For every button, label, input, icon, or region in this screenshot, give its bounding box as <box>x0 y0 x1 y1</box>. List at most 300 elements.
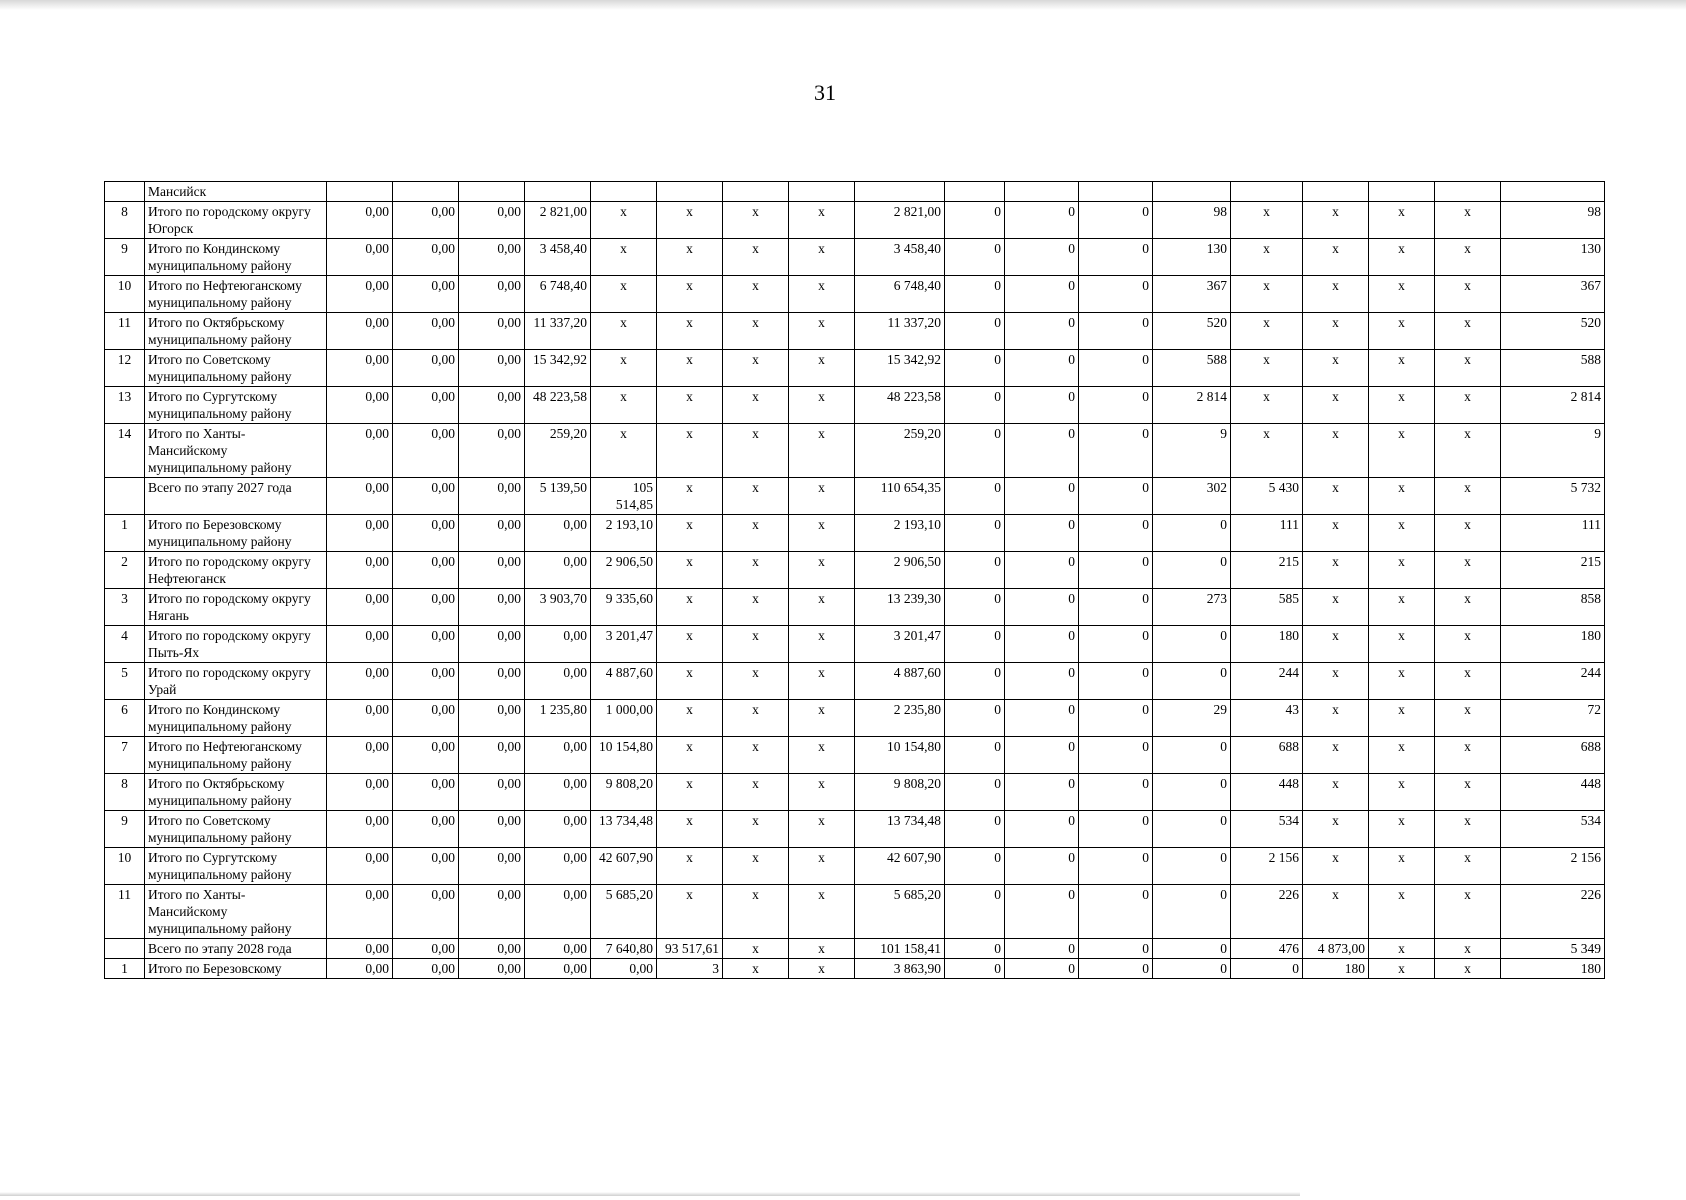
table-row <box>105 552 1605 589</box>
table-cell: x <box>1435 626 1501 663</box>
table-cell <box>855 182 945 202</box>
table-row <box>105 424 1605 478</box>
table-cell: x <box>723 276 789 313</box>
table-cell: x <box>723 959 789 979</box>
table-cell: 5 685,20 <box>591 885 657 939</box>
table-row <box>105 663 1605 700</box>
table-cell: x <box>789 700 855 737</box>
table-cell: x <box>1303 313 1369 350</box>
table-cell: 2 814 <box>1501 387 1605 424</box>
table-cell: 0,00 <box>327 276 393 313</box>
table-cell: 0,00 <box>393 350 459 387</box>
table-cell: 9 335,60 <box>591 589 657 626</box>
table-cell: 0 <box>1079 811 1153 848</box>
table-cell: 0,00 <box>327 387 393 424</box>
table-cell: x <box>1435 276 1501 313</box>
table-cell: 0,00 <box>459 552 525 589</box>
table-cell: 29 <box>1153 700 1231 737</box>
table-cell: x <box>657 515 723 552</box>
table-cell: 0 <box>945 552 1005 589</box>
table-cell: x <box>1435 387 1501 424</box>
table-cell: 0 <box>1005 589 1079 626</box>
table-cell: 0 <box>1153 552 1231 589</box>
table-cell: 259,20 <box>525 424 591 478</box>
table-cell: 273 <box>1153 589 1231 626</box>
table-cell <box>525 182 591 202</box>
table-cell: x <box>723 589 789 626</box>
table-cell: 0,00 <box>393 515 459 552</box>
table-cell: 11 337,20 <box>525 313 591 350</box>
table-cell: 0,00 <box>327 848 393 885</box>
table-cell: 4 873,00 <box>1303 939 1369 959</box>
table-cell: 688 <box>1501 737 1605 774</box>
table-cell: x <box>789 313 855 350</box>
row-name-cell: Итого по городскому округу Пыть-Ях <box>145 626 327 663</box>
table-cell: 0 <box>1153 959 1231 979</box>
table-cell: 0,00 <box>459 387 525 424</box>
table-cell: x <box>789 478 855 515</box>
table-cell: 3 201,47 <box>855 626 945 663</box>
table-cell: 0,00 <box>327 202 393 239</box>
row-number-cell: 13 <box>105 387 145 424</box>
scan-edge-top <box>0 0 1686 10</box>
table-cell: x <box>1435 478 1501 515</box>
table-cell: 0 <box>945 589 1005 626</box>
table-cell: 0 <box>1079 313 1153 350</box>
table-cell: 0 <box>1079 239 1153 276</box>
table-cell: 0 <box>945 626 1005 663</box>
table-cell: 0,00 <box>327 737 393 774</box>
table-cell: x <box>723 350 789 387</box>
table-cell: x <box>723 552 789 589</box>
table-cell: 6 748,40 <box>525 276 591 313</box>
table-cell: 0 <box>1005 276 1079 313</box>
table-cell: x <box>1303 350 1369 387</box>
row-name-cell: Итого по Октябрьскому муниципальному району <box>145 313 327 350</box>
table-cell: 534 <box>1231 811 1303 848</box>
table-cell: 48 223,58 <box>525 387 591 424</box>
table-cell: x <box>789 959 855 979</box>
table-cell: 0,00 <box>393 589 459 626</box>
row-name-cell: Всего по этапу 2027 года <box>145 478 327 515</box>
table-cell: 72 <box>1501 700 1605 737</box>
table-cell: 2 906,50 <box>591 552 657 589</box>
table-cell: 0,00 <box>525 663 591 700</box>
table-cell: 105 514,85 <box>591 478 657 515</box>
table-cell: x <box>1369 424 1435 478</box>
table-cell <box>1369 182 1435 202</box>
table-cell: 0 <box>945 202 1005 239</box>
table-cell <box>945 182 1005 202</box>
table-cell: x <box>1435 848 1501 885</box>
table-cell: x <box>657 700 723 737</box>
table-row <box>105 848 1605 885</box>
table-row <box>105 478 1605 515</box>
table-cell: 0,00 <box>459 811 525 848</box>
table-cell: 0 <box>945 737 1005 774</box>
row-name-cell: Итого по Березовскому муниципальному району <box>145 515 327 552</box>
table-cell: 0 <box>945 239 1005 276</box>
row-number-cell: 5 <box>105 663 145 700</box>
table-cell: x <box>723 387 789 424</box>
table-cell: x <box>1369 589 1435 626</box>
table-cell: x <box>1303 737 1369 774</box>
table-cell: 0,00 <box>393 626 459 663</box>
table-cell: 0 <box>1005 478 1079 515</box>
table-cell <box>789 182 855 202</box>
table-cell: 0 <box>1153 515 1231 552</box>
table-cell: x <box>1369 478 1435 515</box>
table-cell: 0 <box>945 959 1005 979</box>
table-cell: 215 <box>1231 552 1303 589</box>
table-cell: 0 <box>1005 350 1079 387</box>
table-cell: 244 <box>1501 663 1605 700</box>
table-cell: x <box>789 589 855 626</box>
table-cell: x <box>657 848 723 885</box>
table-cell: x <box>1231 350 1303 387</box>
row-number-cell <box>105 478 145 515</box>
table-cell: 0,00 <box>393 700 459 737</box>
table-cell: x <box>1303 387 1369 424</box>
table-cell: x <box>789 387 855 424</box>
table-cell: 0,00 <box>393 811 459 848</box>
table-cell: x <box>723 313 789 350</box>
table-cell: 0 <box>1153 885 1231 939</box>
table-cell: 302 <box>1153 478 1231 515</box>
row-number-cell: 9 <box>105 811 145 848</box>
table-cell: x <box>1231 387 1303 424</box>
table-cell: 0,00 <box>327 811 393 848</box>
table-cell: 3 201,47 <box>591 626 657 663</box>
table-cell: 1 235,80 <box>525 700 591 737</box>
table-cell: x <box>591 350 657 387</box>
table-cell: x <box>1435 663 1501 700</box>
table-cell: 226 <box>1501 885 1605 939</box>
table-cell <box>1303 182 1369 202</box>
table-cell: 0,00 <box>393 202 459 239</box>
table-cell: x <box>1435 350 1501 387</box>
table-cell: 4 887,60 <box>855 663 945 700</box>
table-cell: 0,00 <box>327 350 393 387</box>
table-cell: 0 <box>1005 700 1079 737</box>
table-cell: 0,00 <box>393 885 459 939</box>
table-cell: x <box>591 424 657 478</box>
table-cell: x <box>1369 626 1435 663</box>
table-cell: x <box>723 515 789 552</box>
table-cell: x <box>1303 424 1369 478</box>
row-number-cell: 7 <box>105 737 145 774</box>
table-cell: 0 <box>1005 202 1079 239</box>
table-cell: x <box>657 774 723 811</box>
table-cell: 585 <box>1231 589 1303 626</box>
table-cell: x <box>789 848 855 885</box>
table-cell <box>393 182 459 202</box>
table-cell: 3 458,40 <box>855 239 945 276</box>
table-cell: 0 <box>1079 552 1153 589</box>
table-cell: 0,00 <box>525 552 591 589</box>
table-cell: 43 <box>1231 700 1303 737</box>
table-cell: 448 <box>1501 774 1605 811</box>
table-row <box>105 939 1605 959</box>
table-cell: x <box>1369 202 1435 239</box>
table-cell: 0,00 <box>525 774 591 811</box>
table-cell: 0 <box>1005 848 1079 885</box>
table-cell: 13 734,48 <box>855 811 945 848</box>
table-cell: 0 <box>945 478 1005 515</box>
table-cell: x <box>789 202 855 239</box>
table-cell: 0 <box>1079 663 1153 700</box>
table-cell: 0 <box>1153 811 1231 848</box>
table-cell: 9 808,20 <box>855 774 945 811</box>
row-name-cell: Итого по городскому округу Югорск <box>145 202 327 239</box>
table-cell: x <box>1231 239 1303 276</box>
table-cell: x <box>657 885 723 939</box>
table-cell: 2 235,80 <box>855 700 945 737</box>
table-cell: 0 <box>1005 811 1079 848</box>
table-cell: 130 <box>1153 239 1231 276</box>
table-cell: 7 640,80 <box>591 939 657 959</box>
table-cell: 6 748,40 <box>855 276 945 313</box>
table-cell: 0 <box>1079 939 1153 959</box>
table-cell: x <box>657 424 723 478</box>
table-cell: x <box>1369 774 1435 811</box>
table-cell: 0,00 <box>393 774 459 811</box>
table-cell: 0,00 <box>393 552 459 589</box>
table-cell: x <box>1435 885 1501 939</box>
table-cell: 0 <box>1005 515 1079 552</box>
table-cell: x <box>723 811 789 848</box>
table-cell: 2 821,00 <box>855 202 945 239</box>
table-cell: 0 <box>945 424 1005 478</box>
table-cell <box>1079 182 1153 202</box>
table-cell: 0 <box>1005 387 1079 424</box>
table-cell: 0 <box>945 848 1005 885</box>
table-cell: x <box>1369 663 1435 700</box>
table-cell: 1 000,00 <box>591 700 657 737</box>
table-cell: 0 <box>1079 848 1153 885</box>
table-cell: x <box>789 424 855 478</box>
table-cell: 0,00 <box>393 276 459 313</box>
table-cell: 0 <box>1079 885 1153 939</box>
table-cell: x <box>1369 885 1435 939</box>
table-cell: 588 <box>1501 350 1605 387</box>
table-cell: 0 <box>945 276 1005 313</box>
table-cell: 0,00 <box>327 478 393 515</box>
table-cell: 3 903,70 <box>525 589 591 626</box>
table-cell <box>591 182 657 202</box>
table-cell: 0,00 <box>327 700 393 737</box>
table-cell: 9 808,20 <box>591 774 657 811</box>
table-cell: 0,00 <box>459 774 525 811</box>
table-cell: x <box>1435 939 1501 959</box>
row-number-cell: 10 <box>105 848 145 885</box>
table-cell: x <box>789 515 855 552</box>
row-name-cell: Итого по Кондинскому муниципальному району <box>145 239 327 276</box>
table-cell: 0,00 <box>327 589 393 626</box>
table-cell <box>1435 182 1501 202</box>
table-cell: 588 <box>1153 350 1231 387</box>
table-cell <box>1501 182 1605 202</box>
table-cell: 4 887,60 <box>591 663 657 700</box>
table-cell: x <box>789 350 855 387</box>
table-cell: x <box>1435 515 1501 552</box>
table-cell: 0,00 <box>459 626 525 663</box>
table-cell: x <box>789 552 855 589</box>
table-cell: 0 <box>1153 737 1231 774</box>
table-cell: x <box>723 700 789 737</box>
table-cell: x <box>1303 202 1369 239</box>
table-cell: x <box>723 939 789 959</box>
row-number-cell: 4 <box>105 626 145 663</box>
table-cell: 0 <box>1005 737 1079 774</box>
table-cell: 111 <box>1501 515 1605 552</box>
table-cell: 0,00 <box>459 885 525 939</box>
table-cell: x <box>657 663 723 700</box>
row-name-cell: Мансийск <box>145 182 327 202</box>
table-cell: x <box>1231 202 1303 239</box>
table-cell: 0,00 <box>393 848 459 885</box>
table-cell: x <box>1231 313 1303 350</box>
table-cell: x <box>1435 737 1501 774</box>
table-cell: 9 <box>1153 424 1231 478</box>
table-cell: x <box>657 313 723 350</box>
table-cell: 3 863,90 <box>855 959 945 979</box>
data-table <box>104 181 1605 979</box>
table-cell: x <box>591 239 657 276</box>
table-cell: 0 <box>1005 626 1079 663</box>
row-name-cell: Итого по Нефтеюганскому муниципальному району <box>145 276 327 313</box>
row-name-cell: Итого по Кондинскому муниципальному району <box>145 700 327 737</box>
row-name-cell: Итого по городскому округу Урай <box>145 663 327 700</box>
table-cell: 0 <box>945 774 1005 811</box>
table-cell: 0,00 <box>459 939 525 959</box>
table-cell: x <box>1303 478 1369 515</box>
table-cell: x <box>1303 848 1369 885</box>
table-row <box>105 885 1605 939</box>
table-cell: x <box>1369 737 1435 774</box>
table-cell: 2 821,00 <box>525 202 591 239</box>
table-cell: x <box>789 737 855 774</box>
table-cell: 0,00 <box>327 239 393 276</box>
table-cell: 0 <box>1005 885 1079 939</box>
row-number-cell: 12 <box>105 350 145 387</box>
table-cell: 0 <box>1153 774 1231 811</box>
table-cell: 10 154,80 <box>591 737 657 774</box>
table-cell: 0,00 <box>393 663 459 700</box>
table-cell: x <box>723 774 789 811</box>
table-cell: 244 <box>1231 663 1303 700</box>
table-cell: x <box>1435 552 1501 589</box>
table-row <box>105 959 1605 979</box>
row-name-cell: Итого по Советскому муниципальному району <box>145 350 327 387</box>
table-cell: 0,00 <box>393 737 459 774</box>
table-cell: 858 <box>1501 589 1605 626</box>
table-cell: 0 <box>1079 774 1153 811</box>
table-cell: 0 <box>1005 959 1079 979</box>
table-row <box>105 589 1605 626</box>
table-cell: 0,00 <box>525 959 591 979</box>
table-cell: x <box>723 478 789 515</box>
table-cell: 0 <box>1079 700 1153 737</box>
table-cell: 0,00 <box>393 424 459 478</box>
table-cell: 0 <box>945 350 1005 387</box>
row-name-cell: Итого по городскому округу Нефтеюганск <box>145 552 327 589</box>
table-cell: 226 <box>1231 885 1303 939</box>
table-cell: x <box>657 239 723 276</box>
row-name-cell: Итого по Сургутскому муниципальному району <box>145 848 327 885</box>
table-cell: x <box>1435 313 1501 350</box>
table-cell: 0,00 <box>327 774 393 811</box>
table-cell: 0,00 <box>525 848 591 885</box>
table-cell: 180 <box>1501 626 1605 663</box>
table-cell: 5 732 <box>1501 478 1605 515</box>
table-cell: x <box>723 885 789 939</box>
table-row <box>105 515 1605 552</box>
table-cell: 42 607,90 <box>591 848 657 885</box>
table-cell: 180 <box>1303 959 1369 979</box>
table-cell <box>657 182 723 202</box>
table-cell: 0 <box>1079 276 1153 313</box>
table-cell: x <box>1369 939 1435 959</box>
table-cell: 0 <box>1079 959 1153 979</box>
table-cell: 0,00 <box>327 885 393 939</box>
table-cell: 0 <box>1079 626 1153 663</box>
table-cell: x <box>657 552 723 589</box>
table-cell: 0 <box>1079 737 1153 774</box>
table-cell: 0,00 <box>525 811 591 848</box>
table-cell: x <box>789 774 855 811</box>
table-cell: 0,00 <box>393 313 459 350</box>
table-cell: 0 <box>1079 515 1153 552</box>
table-cell: 15 342,92 <box>525 350 591 387</box>
table-cell: x <box>789 811 855 848</box>
table-cell: 13 734,48 <box>591 811 657 848</box>
table-cell: 111 <box>1231 515 1303 552</box>
table-cell: x <box>591 313 657 350</box>
table-cell: 0,00 <box>327 552 393 589</box>
table-cell: 0,00 <box>459 239 525 276</box>
table-cell: 0 <box>1153 848 1231 885</box>
table-cell: x <box>1435 239 1501 276</box>
table-cell: 259,20 <box>855 424 945 478</box>
table-cell: x <box>1303 700 1369 737</box>
row-name-cell: Всего по этапу 2028 года <box>145 939 327 959</box>
table-cell: 0,00 <box>459 424 525 478</box>
table-cell: x <box>1303 276 1369 313</box>
table-cell: 48 223,58 <box>855 387 945 424</box>
table-row <box>105 387 1605 424</box>
table-row <box>105 182 1605 202</box>
table-cell: 0,00 <box>459 589 525 626</box>
table-cell: x <box>1303 626 1369 663</box>
row-number-cell: 11 <box>105 885 145 939</box>
row-name-cell: Итого по Нефтеюганскому муниципальному району <box>145 737 327 774</box>
table-cell: x <box>723 737 789 774</box>
table-cell: 0 <box>1005 239 1079 276</box>
table-cell: x <box>1303 515 1369 552</box>
table-cell: 0,00 <box>525 737 591 774</box>
table-cell: 520 <box>1501 313 1605 350</box>
table-cell: 0,00 <box>327 959 393 979</box>
row-number-cell: 6 <box>105 700 145 737</box>
table-cell: 0,00 <box>525 626 591 663</box>
table-cell: 0 <box>945 811 1005 848</box>
table-cell: 0 <box>1005 313 1079 350</box>
table-row <box>105 276 1605 313</box>
row-number-cell: 11 <box>105 313 145 350</box>
table-cell: 367 <box>1153 276 1231 313</box>
table-cell: 520 <box>1153 313 1231 350</box>
